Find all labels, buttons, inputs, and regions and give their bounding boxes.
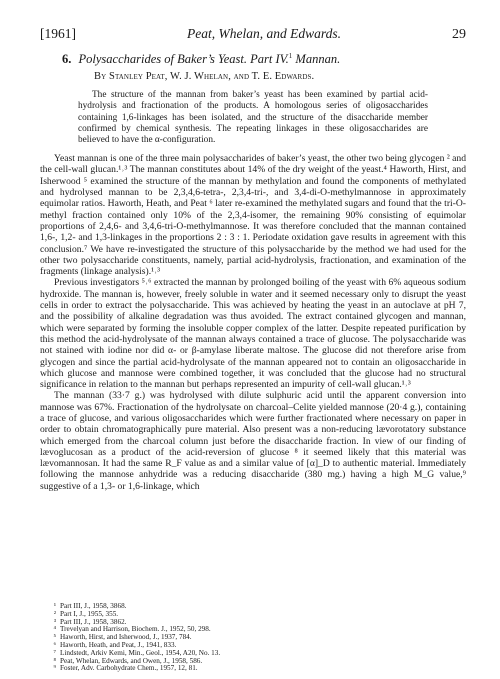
footnote-text: Lindstedt, Arkiv Kemi, Min., Geol., 1954, A20, No. 13.	[60, 648, 221, 657]
footnote-text: Foster, Adv. Carbohydrate Chem., 1957, 12, 81.	[60, 664, 198, 673]
journal-year: [1961]	[40, 26, 76, 41]
body-paragraph: Previous investigators ⁵˒⁶ extracted the mannan by prolonged boiling of the yeast with 6% aqueous sodium hydroxide. The mannan is, however, freely soluble in water and it seemed necessary only to disrupt the yeast cells in order to extract the polysaccharide. This was achieved by heating the yeast in an autoclave at pH 7, and the possibility of alkaline degradation was thus avoided. The extract contained glycogen and mannan, which were separated by forming the insoluble copper complex of the latter. Despite repeated purification by this method the acid-hydrolysate of the mannan always contained a trace of glucose. The polysaccharide was not stained with iodine nor did α- or β-amylase liberate maltose. The glucose did not therefore arise from glycogen and since the partial acid-hydrolysate of the mannan appeared not to contain an oligosaccharide in which glucose and mannose were combined together, it was concluded that the glucose had no structural significance in relation to the mannan but perhaps represented an impurity of cell-wall glucan.¹˒³	[40, 277, 466, 391]
footnote-mark: ⁵	[53, 633, 56, 642]
byline-prefix: By	[94, 71, 107, 83]
footnote-mark: ⁷	[53, 648, 56, 657]
running-title: Peat, Whelan, and Edwards.	[187, 26, 341, 41]
article-number: 6.	[62, 52, 72, 67]
footnote-mark: ³	[53, 617, 56, 626]
footnote-text: Haworth, Heath, and Peat, J., 1941, 833.	[60, 640, 177, 649]
footnote-text: Part III, J., 1958, 3862.	[60, 617, 127, 626]
article-subject: Mannan.	[295, 52, 341, 67]
body-paragraph: The mannan (33·7 g.) was hydrolysed with dilute sulphuric acid until the apparent conversion into mannose was 67%. Fractionation of the hydrolysate on charcoal–Celite yielded mannose (20·4 g.), containing a trace of glucose, and various oligosaccharides which were further fractionated where necessary on paper in order to obtain chromatographically pure material. Also present was a non-reducing lævorotatory substance which emerged from the charcoal column just before the disaccharide fraction. In view of our finding of lævoglucosan as a product of the acid-reversion of glucose ⁸ it seemed likely that this material was lævomannosan. It had the same R_F value as and a similar value of [α]_D to authentic material. Immediately following the mannose anhydride was a reducing disaccharide (380 mg.) having a high M_G value,⁹ suggestive of a 1,3- or 1,6-linkage, which	[40, 390, 466, 492]
footnote-text: Haworth, Hirst, and Isherwood, J., 1937, 784.	[60, 633, 192, 642]
footnote-mark: ¹	[53, 602, 56, 610]
paper-page	[40, 26, 466, 492]
footnote-mark: ⁴	[53, 625, 56, 634]
page-number: 29	[451, 27, 466, 42]
footnote-text: Peat, Whelan, Edwards, and Owen, J., 1958, 586.	[60, 656, 203, 665]
article-title-text: Polysaccharides of Baker’s Yeast. Part IV.	[78, 52, 289, 67]
footnote-text: Part I, J., 1955, 355.	[60, 609, 119, 618]
footnote	[40, 665, 466, 673]
byline	[94, 71, 466, 82]
footnote-mark: ⁸	[53, 656, 56, 665]
abstract: The structure of the mannan from baker’s yeast has been examined by partial acid-hydrolysis and fractionation of the products. A homologous series of oligosaccharides containing 1,6-linkages has been isolated, and the structure of the disaccharide member confirmed by chemical synthesis. The repeating linkages in these oligosaccharides are believed to have the α-configuration.	[78, 90, 428, 145]
footnote-text: Part III, J., 1958, 3868.	[60, 602, 127, 610]
footnote-mark: ²	[53, 609, 56, 618]
body-paragraph: Yeast mannan is one of the three main polysaccharides of baker’s yeast, the other two being glycogen ² and the cell-wall glucan.¹˒³ The mannan constitutes about 14% of the dry weight of the yeast.⁴ Haworth, Hirst, and Isherwood ⁵ examined the structure of the mannan by methylation and found the components of methylated and hydrolysed mannan to be 2,3,4,6-tetra-, 2,3,4-tri-, and 3,4-di-O-methylmannose in approximately equimolar ratios. Haworth, Heath, and Peat ⁶ later re-examined the methylated sugars and found that the tri-O-methyl fraction contained only 10% of the 2,3,4-isomer, the remaining 90% consisting of equimolar proportions of 2,4,6- and 3,4,6-tri-O-methylmannose. It was therefore concluded that the mannan contained 1,6-, 1,2- and 1,3-linkages in the proportions 2 : 3 : 1. Periodate oxidation gave results in agreement with this conclusion.⁷ We have re-investigated the structure of this polysaccharide by the method we had used for the other two polysaccharide constituents, namely, partial acid-hydrolysis, fractionation, and examination of the fragments (linkage analysis).¹˒³	[40, 153, 466, 278]
footnotes	[40, 603, 466, 673]
byline-authors: Stanley Peat, W. J. Whelan, and T. E. Edwards.	[109, 71, 315, 83]
running-header	[40, 26, 466, 43]
title-footnote-ref: 1	[288, 52, 293, 60]
footnote-mark: ⁶	[53, 640, 56, 649]
footnote-mark: ⁹	[53, 664, 56, 673]
article-title	[62, 52, 466, 67]
footnote-text: Trevelyan and Harrison, Biochem. J., 1952, 50, 298.	[60, 625, 211, 634]
